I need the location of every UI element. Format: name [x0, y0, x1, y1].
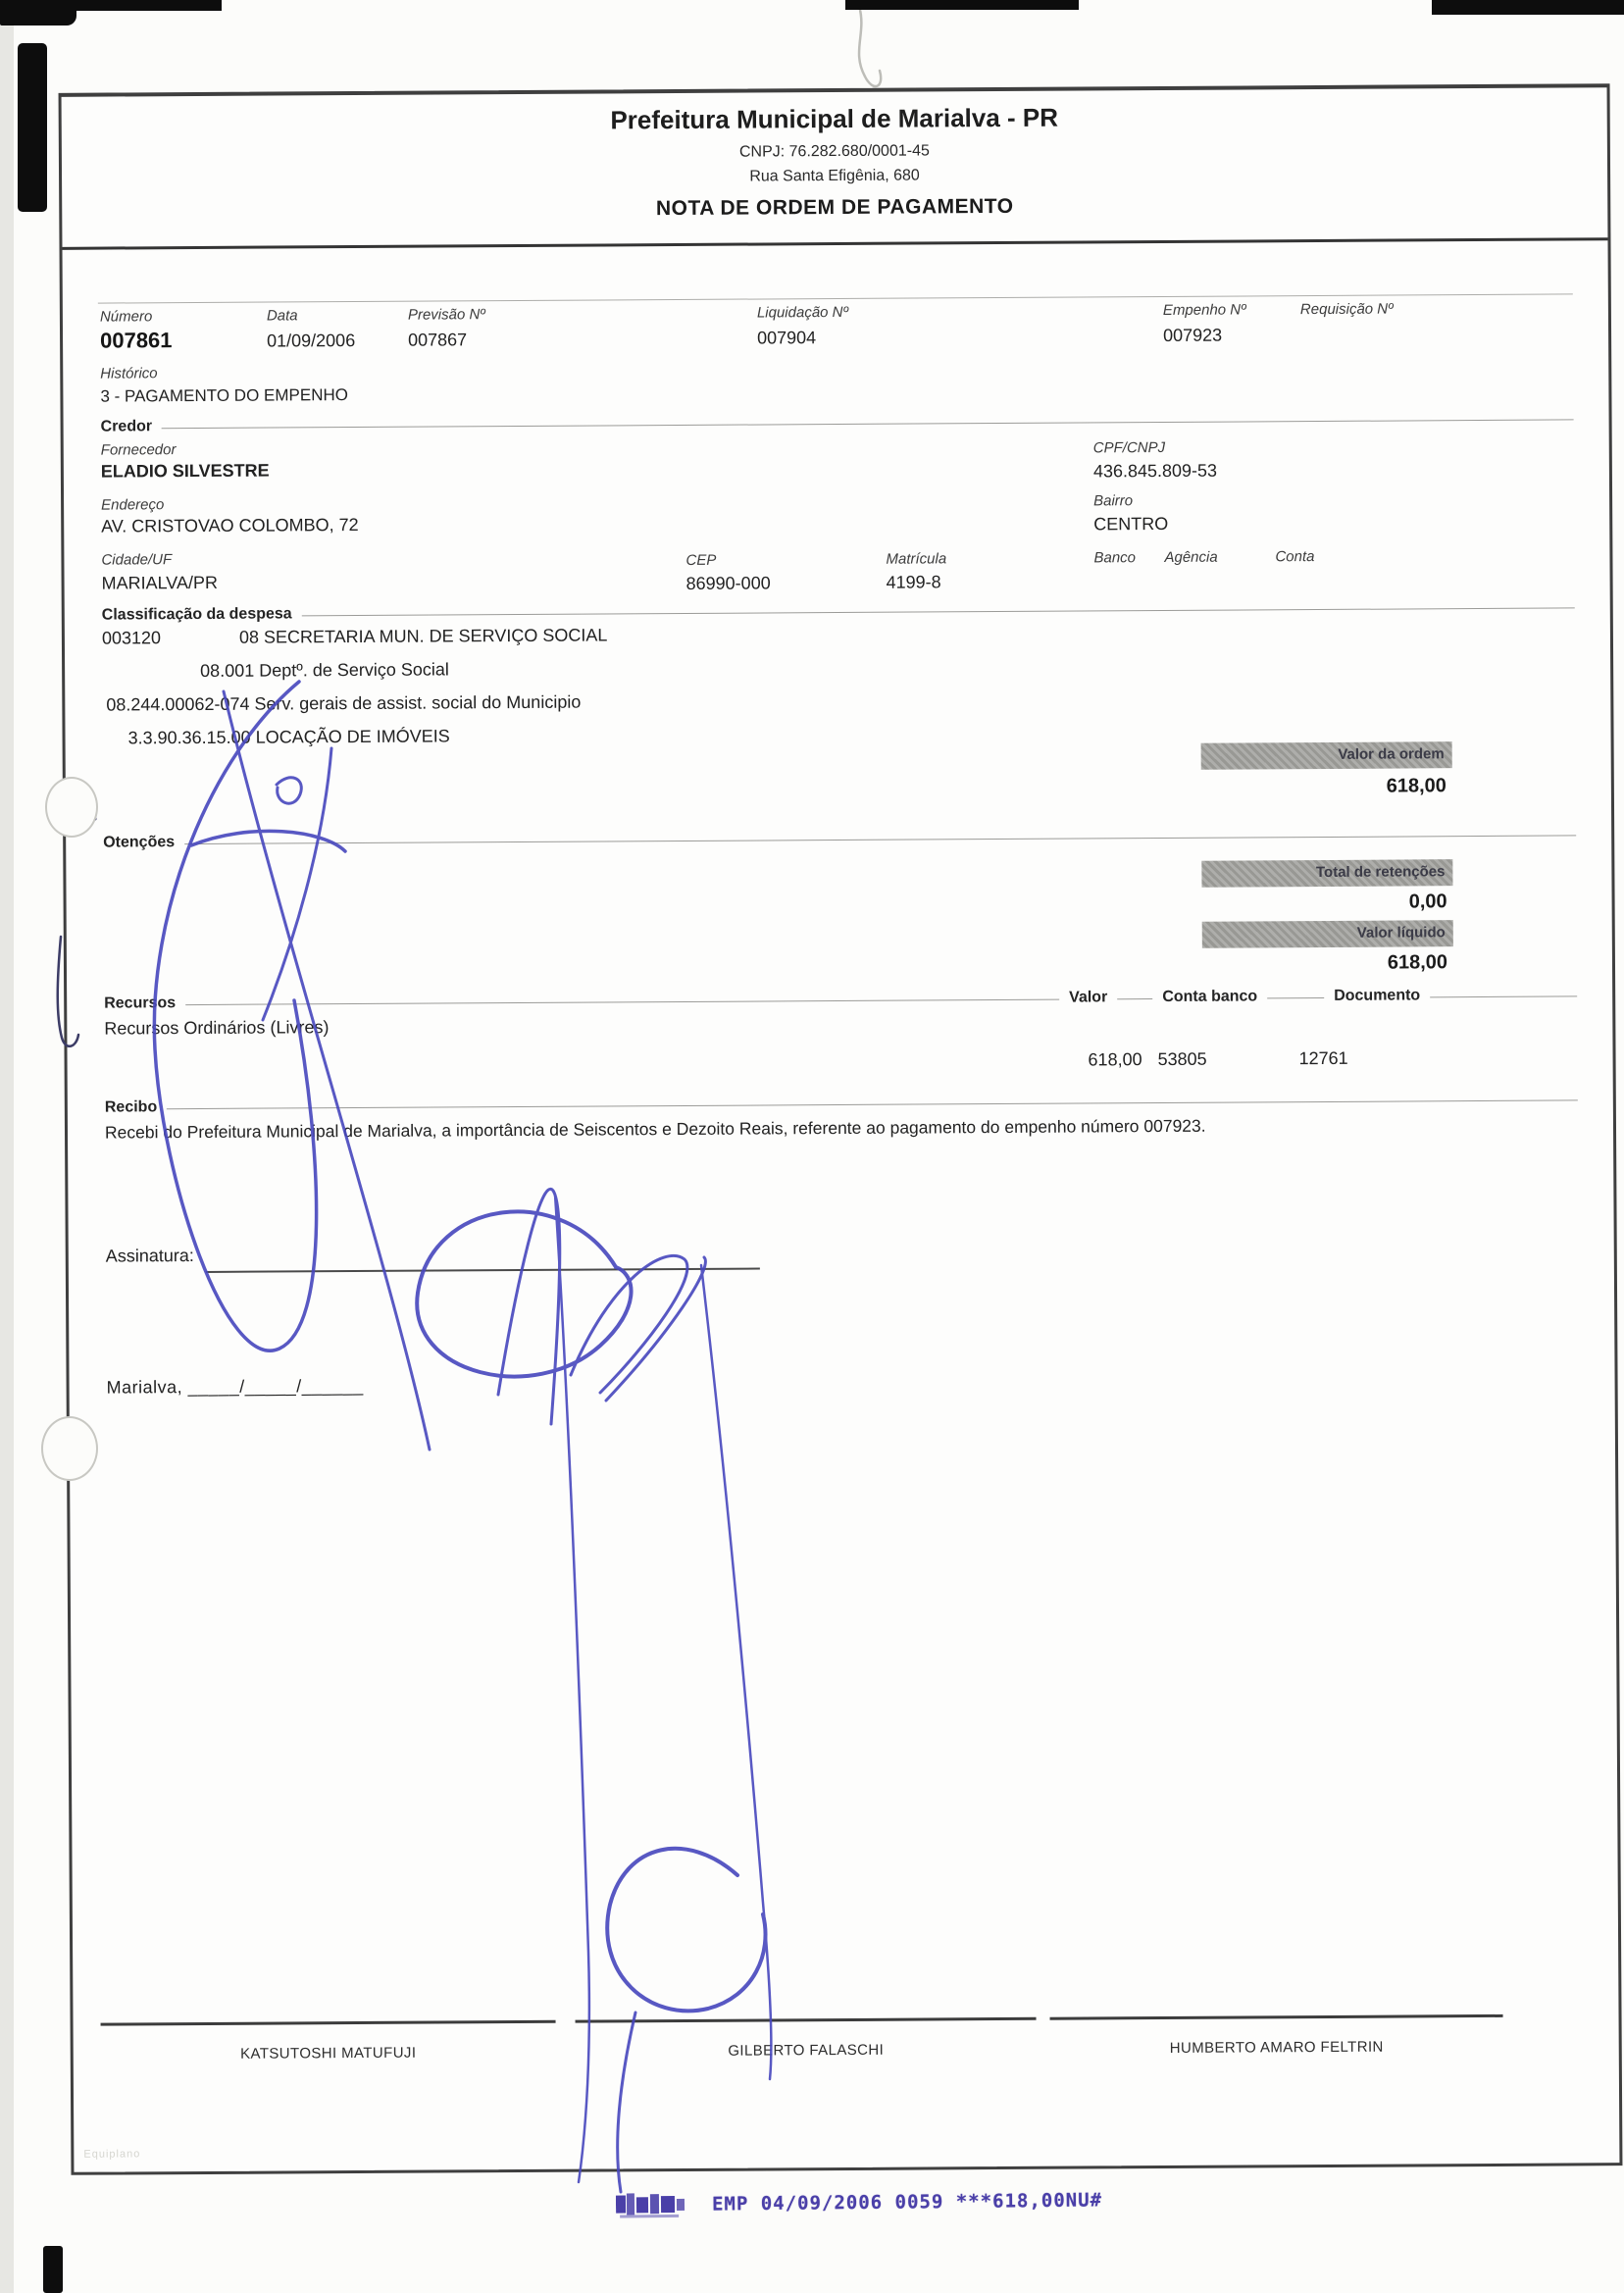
classificacao-desc: Serv. gerais de assist. social do Municipio — [254, 691, 582, 714]
classificacao-code: 3.3.90.36.15.00 — [127, 727, 251, 748]
classificacao-code: 003120 — [101, 628, 162, 648]
matricula-value: 4199-8 — [886, 572, 941, 592]
banco-label: Banco — [1093, 549, 1137, 567]
recursos-valor-value: 618,00 — [1088, 1049, 1142, 1070]
hole-punch — [45, 777, 98, 838]
valor-liquido-bar: Valor líquido — [1202, 920, 1453, 948]
fornecedor-label: Fornecedor — [100, 441, 177, 459]
liquidacao-label: Liquidação Nº — [756, 303, 849, 322]
data-value: 01/09/2006 — [267, 331, 356, 351]
historico-label: Histórico — [100, 365, 158, 382]
assinatura-line — [206, 1268, 760, 1273]
scan-artifact — [43, 2246, 63, 2293]
requisicao-label: Requisição Nº — [1299, 300, 1394, 319]
scan-artifact — [73, 0, 222, 11]
signer-name: GILBERTO FALASCHI — [728, 2041, 885, 2060]
classificacao-code: 08.001 — [200, 660, 255, 681]
classificacao-section-header — [102, 597, 1575, 624]
section-rule — [1267, 996, 1324, 997]
section-rule — [162, 419, 1574, 429]
total-retencoes-bar: Total de retenções — [1201, 859, 1452, 888]
scan-artifact — [18, 43, 47, 212]
org-title: Prefeitura Municipal de Marialva - PR — [610, 102, 1059, 135]
classificacao-row — [200, 659, 449, 682]
recursos-documento-value: 12761 — [1298, 1047, 1348, 1069]
bairro-value: CENTRO — [1093, 513, 1169, 535]
recibo-section-label: Recibo — [104, 1098, 158, 1116]
scan-artifact — [0, 0, 76, 25]
signature-line — [576, 2017, 1037, 2023]
bairro-label: Bairro — [1093, 492, 1134, 510]
recursos-fonte: Recursos Ordinários (Livres) — [104, 1017, 330, 1039]
bank-stamp-text: EMP 04/09/2006 0059 ***618,00NU# — [711, 2189, 1103, 2216]
scan-edge-strip — [0, 0, 14, 2293]
scan-artifact — [845, 0, 1079, 10]
cidade-value: MARIALVA/PR — [101, 572, 219, 593]
previsao-label: Previsão Nº — [407, 306, 485, 324]
classificacao-row — [102, 625, 608, 648]
signature-line — [101, 2020, 556, 2026]
classificacao-row — [106, 692, 581, 716]
payment-order-document — [59, 83, 1623, 2175]
scan-artifact — [1432, 0, 1624, 15]
signer-name: HUMBERTO AMARO FELTRIN — [1169, 2038, 1384, 2057]
recursos-section-header — [104, 986, 1577, 1012]
matricula-label: Matrícula — [886, 550, 947, 568]
historico-value: 3 - PAGAMENTO DO EMPENHO — [100, 385, 349, 406]
classificacao-desc: Deptº. de Serviço Social — [259, 659, 449, 681]
cep-value: 86990-000 — [685, 573, 771, 593]
section-rule — [185, 998, 1059, 1004]
recursos-section-label: Recursos — [104, 994, 177, 1012]
signer-name: KATSUTOSHI MATUFUJI — [240, 2044, 417, 2063]
empenho-value: 007923 — [1163, 325, 1223, 345]
retencoes-section-label: Otenções — [103, 834, 176, 851]
classificacao-row — [127, 726, 449, 748]
credor-section-label: Credor — [100, 418, 153, 435]
equiplano-watermark: Equiplano — [83, 2148, 141, 2161]
retencoes-section-header — [103, 825, 1576, 851]
conta-label: Conta — [1275, 548, 1315, 566]
section-rule — [167, 1099, 1578, 1109]
classificacao-section-label: Classificação da despesa — [101, 605, 292, 624]
classificacao-code: 08.244.00062-074 — [106, 693, 250, 715]
endereco-label: Endereço — [101, 496, 165, 514]
numero-label: Número — [99, 308, 153, 326]
classificacao-desc: 08 SECRETARIA MUN. DE SERVIÇO SOCIAL — [238, 625, 608, 647]
cidade-label: Cidade/UF — [101, 551, 173, 569]
cpf-label: CPF/CNPJ — [1092, 438, 1166, 457]
recursos-conta-value: 53805 — [1157, 1048, 1207, 1070]
fold-mark — [859, 6, 881, 86]
previsao-value: 007867 — [408, 330, 468, 350]
recursos-conta-colhead: Conta banco — [1162, 988, 1258, 1005]
org-cnpj: CNPJ: 76.282.680/0001-45 — [738, 142, 930, 161]
recibo-text: Recebi do Prefeitura Municipal de Marialva, a importância de Seiscentos e Dezoito Reais, referente ao pagamento do empenho número 007923. — [104, 1115, 1206, 1143]
credor-section-header — [101, 409, 1574, 435]
section-rule — [302, 607, 1575, 616]
header-divider — [62, 237, 1607, 250]
assinatura-label: Assinatura: — [105, 1246, 194, 1266]
fornecedor-value: ELADIO SILVESTRE — [100, 460, 270, 482]
valor-ordem-bar: Valor da ordem — [1201, 741, 1452, 770]
hole-punch — [41, 1416, 98, 1481]
section-rule — [1117, 998, 1152, 999]
org-address: Rua Santa Efigênia, 680 — [749, 167, 920, 185]
recursos-documento-colhead: Documento — [1334, 987, 1421, 1004]
bank-stamp-logo — [616, 2191, 686, 2219]
data-label: Data — [266, 307, 298, 325]
valor-ordem-value: 618,00 — [1386, 775, 1446, 797]
bank-stamp — [616, 2186, 1102, 2218]
empenho-label: Empenho Nº — [1162, 301, 1246, 319]
section-rule — [1430, 995, 1577, 997]
total-retencoes-value: 0,00 — [1408, 891, 1447, 913]
section-rule — [184, 835, 1576, 844]
data-line: Marialva, _____/_____/______ — [106, 1375, 364, 1398]
cep-label: CEP — [685, 551, 717, 569]
cpf-value: 436.845.809-53 — [1092, 460, 1218, 482]
numero-value: 007861 — [99, 328, 173, 353]
liquidacao-value: 007904 — [757, 328, 817, 348]
classificacao-desc: LOCAÇÃO DE IMÓVEIS — [255, 726, 450, 747]
recibo-section-header — [105, 1090, 1578, 1116]
endereco-value: AV. CRISTOVAO COLOMBO, 72 — [101, 514, 359, 536]
signature-line — [1050, 2014, 1503, 2020]
agencia-label: Agência — [1164, 548, 1218, 566]
valor-liquido-value: 618,00 — [1387, 951, 1448, 974]
document-title: NOTA DE ORDEM DE PAGAMENTO — [655, 194, 1014, 221]
recursos-valor-colhead: Valor — [1069, 989, 1108, 1006]
